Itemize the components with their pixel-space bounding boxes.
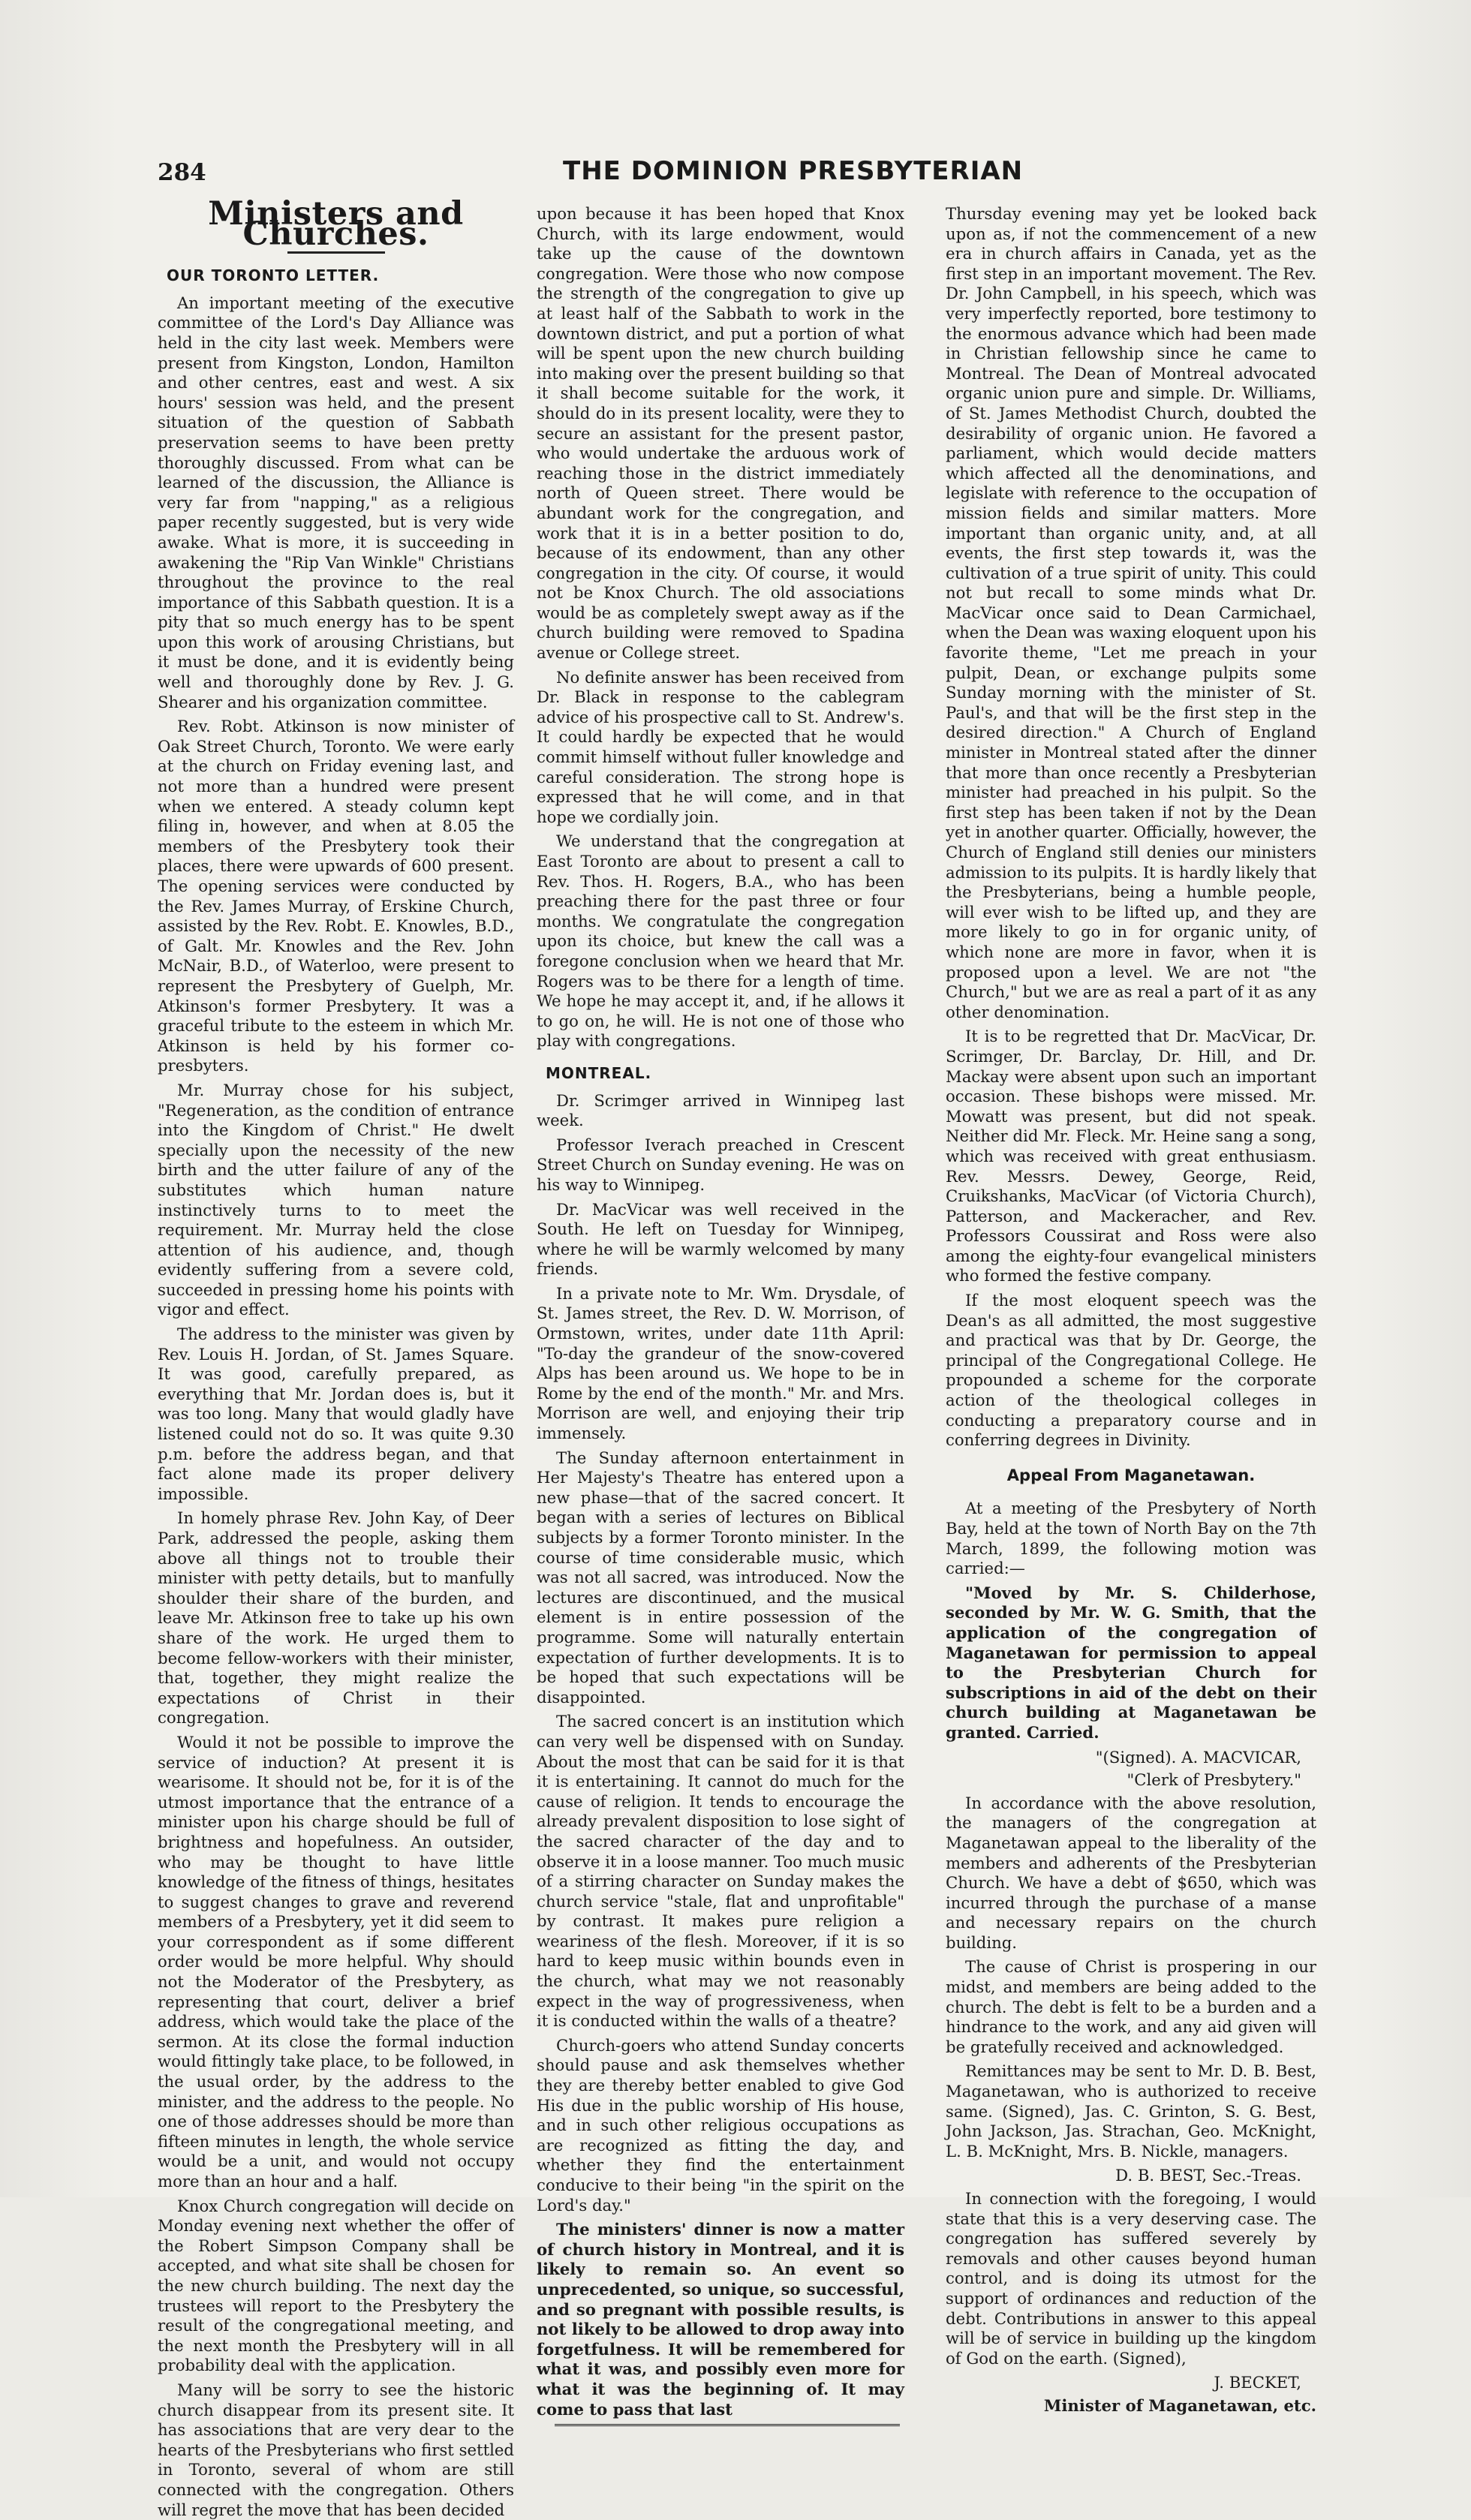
subhead-montreal: MONTREAL. bbox=[546, 1063, 652, 1082]
paragraph: It is to be regretted that Dr. MacVicar, Dr. Scrimger, Dr. Barclay, Dr. Hill, and Dr. Mackay were absent upon such an important occasion. These bishops were missed. Mr. Mowatt was present, but did not speak. Neither did Mr. Fleck. Mr. Heine sang a song, which was received with great enthusiasm. Rev. Messrs. Dewey, George, Reid, Cruikshanks, MacVicar (of Victoria Church), Patterson, and Mackeracher, and Rev. Professors Coussirat and Ross were also among the eighty-four evangelical ministers who formed the festive company. bbox=[946, 1027, 1316, 1286]
paragraph: At a meeting of the Presbytery of North Bay, held at the town of North Bay on the 7th March, 1899, the following motion was carried:— bbox=[946, 1499, 1316, 1578]
paragraph: The address to the minister was given by Rev. Louis H. Jordan, of St. James Square. It was good, carefully prepared, as everything that Mr. Jordan does is, but it was too long. Many that would gladly have listened could not do so. It was quite 9.30 p.m. before the address began, and that fact alone made its proper delivery impossible. bbox=[158, 1325, 514, 1503]
paragraph: In accordance with the above resolution, the managers of the congregation at Maganetawan appeal to the liberality of the members and adherents of the Presbyterian Church. We have a debt of $650, which was incurred through the purchase of a manse and necessary repairs on the church building. bbox=[946, 1793, 1316, 1952]
column-1 bbox=[158, 195, 514, 2519]
paragraph: In homely phrase Rev. John Kay, of Deer Park, addressed the people, asking them above all things not to trouble their minister with petty details, but to manfully shoulder their share of the burden, and leave Mr. Atkinson free to take up his own share of the work. He urged them to become fellow-workers with their minister, that, together, they might realize the expectations of Christ in their congregation. bbox=[158, 1508, 514, 1728]
paragraph: Would it not be possible to improve the service of induction? At present it is wearisome. It should not be, for it is of the utmost importance that the entrance of a minister upon his charge should be full of brightness and hopefulness. An outsider, who may be thought to have little knowledge of the fitness of things, hesitates to suggest changes to grave and reverend members of a Presbytery, yet it did seem to your correspondent as if some different order would be more helpful. Why should not the Moderator of the Presbytery, as representing that court, deliver a brief address, which would take the place of the sermon. At its close the formal induction would fittingly take place, to be followed, in the usual order, by the address to the minister, and the address to the people. No one of those addresses should be more than fifteen minutes in length, the whole service would be a unit, and would not occupy more than an hour and a half. bbox=[158, 1732, 514, 2191]
signature-title-clerk: "Clerk of Presbytery." bbox=[1127, 1770, 1301, 1790]
signature-becket: J. BECKET, bbox=[1214, 2373, 1301, 2392]
end-rule bbox=[555, 2424, 900, 2426]
page-header bbox=[158, 150, 1298, 195]
column-3 bbox=[946, 204, 1317, 2415]
paragraph: If the most eloquent speech was the Dean's as all admitted, the most suggestive and practical was that by Dr. George, the principal of the Congregational College. He propounded a scheme for the corporate action of the theological colleges in conducting a preparatory course and in conferring degrees in Divinity. bbox=[946, 1291, 1316, 1450]
page-number: 284 bbox=[158, 159, 206, 186]
paragraph: Knox Church congregation will decide on Monday evening next whether the offer of the Robert Simpson Company shall be accepted, and what site shall be chosen for the new church building. The next day the trustees will report to the Presbytery the result of the congregational meeting, and the next month the Presbytery will in all probability deal with the application. bbox=[158, 2196, 514, 2375]
column-2 bbox=[537, 204, 904, 2419]
paragraph: Dr. MacVicar was well received in the South. He left on Tuesday for Winnipeg, where he will be warmly welcomed by many friends. bbox=[537, 1199, 904, 1279]
paragraph: Church-goers who attend Sunday concerts should pause and ask themselves whether they are thereby better enabled to give God His due in the public worship of His house, and in such other religious occupations as are recognized as fitting the day, and whether they find the entertainment conducive to their being "in the spirit on the Lord's day." bbox=[537, 2035, 904, 2215]
paragraph: upon because it has been hoped that Knox Church, with its large endowment, would take up the cause of the downtown congregation. Were those who now compose the strength of the congregation to give up at least half of the Sabbath to work in the downtown district, and put a portion of what will be spent upon the new church building into making over the present building so that it shall become suitable for the work, it should do in its present locality, were they to secure an assistant for the present pastor, who would undertake the arduous work of reaching those in the district immediately north of Queen street. There would be abundant work for the congregation, and work that it is in a better position to do, because of its endowment, than any other congregation in the city. Of course, it would not be Knox Church. The old associations would be as completely swept away as if the church building were removed to Spadina avenue or College street. bbox=[537, 204, 904, 663]
paragraph: The cause of Christ is prospering in our midst, and members are being added to the church. The debt is felt to be a burden and a hindrance to the work, and any aid given will be gratefully received and acknowledged. bbox=[946, 1957, 1316, 2056]
subhead-appeal: Appeal From Maganetawan. bbox=[1006, 1466, 1256, 1484]
signature-best: D. B. BEST, Sec.-Treas. bbox=[1115, 2166, 1301, 2185]
paragraph: "Moved by Mr. S. Childerhose, seconded by Mr. W. G. Smith, that the application of the congregation of Maganetawan for permission to appeal to the Presbyterian Church for subscriptions in aid of the debt on their church building at Maganetawan be granted. Carried. bbox=[946, 1583, 1316, 1742]
paragraph: Mr. Murray chose for his subject, "Regeneration, as the condition of entrance into the Kingdom of Christ." He dwelt specially upon the necessity of the new birth and the utter failure of any of the substitutes which human nature instinctively turns to to meet the requirement. Mr. Murray held the close attention of his audience, and, though evidently suffering from a severe cold, succeeded in pressing home his points with vigor and effect. bbox=[158, 1080, 514, 1319]
paragraph: The Sunday afternoon entertainment in Her Majesty's Theatre has entered upon a new phase—that of the sacred concert. It began with a series of lectures on Biblical subjects by a former Toronto minister. In the course of time considerable music, which was not all sacred, was introduced. Now the lectures are discontinued, and the musical element is in entire possession of the programme. Some will naturally entertain expectation of further developments. It is to be hoped that such expectations will be disappointed. bbox=[537, 1448, 904, 1707]
paragraph: We understand that the congregation at East Toronto are about to present a call to Rev. Thos. H. Rogers, B.A., who has been preaching there for the past three or four months. We congratulate the congregation upon its choice, but knew the call was a foregone conclusion when we heard that Mr. Rogers was to be there for a length of time. We hope he may accept it, and, if he allows it to go on, he will. He is not one of those who play with congregations. bbox=[537, 831, 904, 1051]
paragraph: Rev. Robt. Atkinson is now minister of Oak Street Church, Toronto. We were early at the church on Friday evening last, and not more than a hundred were present when we entered. A steady column kept filing in, however, and when at 8.05 the members of the Presbytery took their places, there were upwards of 600 present. The opening services were conducted by the Rev. James Murray, of Erskine Church, assisted by the Rev. Robt. E. Knowles, B.D., of Galt. Mr. Knowles and the Rev. John McNair, B.D., of Waterloo, were present to represent the Presbytery of Guelph, Mr. Atkinson's former Presbytery. It was a graceful tribute to the esteem in which Mr. Atkinson is held by his former co-presbyters. bbox=[158, 717, 514, 1075]
signature-title-minister: Minister of Maganetawan, etc. bbox=[1043, 2395, 1316, 2415]
subhead-toronto-letter: OUR TORONTO LETTER. bbox=[167, 266, 380, 285]
paragraph: The ministers' dinner is now a matter of church history in Montreal, and it is likely to remain so. An event so unprecedented, so unique, so successful, and so pregnant with possible results, is not likely to be allowed to drop away into forgetfulness. It will be remembered for what it was, and possibly even more for what it was the beginning of. It may come to pass that last bbox=[537, 2220, 904, 2419]
newspaper-title: THE DOMINION PRESBYTERIAN bbox=[563, 156, 1024, 186]
paragraph: Thursday evening may yet be looked back upon as, if not the commencement of a new era in church affairs in Canada, yet as the first step in an important movement. The Rev. Dr. John Campbell, in his speech, which was very imperfectly reported, bore testimony to the enormous advance which had been made in Christian fellowship since he came to Montreal. The Dean of Montreal advocated organic union pure and simple. Dr. Williams, of St. James Methodist Church, doubted the desirability of organic union. He favored a parliament, which would decide matters which affected all the denominations, and legislate with reference to the occupation of mission fields and similar matters. More important than organic unity, and, at all events, the first step towards it, was the cultivation of a true spirit of unity. This could not but recall to some minds what Dr. MacVicar once said to Dean Carmichael, when the Dean was waxing eloquent upon his favorite theme, "Let me preach in your pulpit, Dean, or exchange pulpits some Sunday morning with the minister of St. Paul's, and that will be the first step in the desired direction." A Church of England minister in Montreal stated after the dinner that more than once recently a Presbyterian minister had preached in his pulpit. So the first step has been taken if not by the Dean yet in another quarter. Officially, however, the Church of England still denies our ministers admission to its pulpits. It is hardly likely that the Presbyterians, being a humble people, will ever wish to be lifted up, and they are more likely to go in for organic unity, of which none are more in favor, when it is proposed upon a level. We are not "the Church," but we are as real a part of it as any other denomination. bbox=[946, 204, 1317, 1021]
paragraph: An important meeting of the executive committee of the Lord's Day Alliance was held in the city last week. Members were present from Kingston, London, Hamilton and other centres, east and west. A six hours' session was held, and the present situation of the question of Sabbath preservation seems to have been pretty thoroughly discussed. From what can be learned of the discussion, the Alliance is very far from "napping," as a religious paper recently suggested, but is very wide awake. What is more, it is succeeding in awakening the "Rip Van Winkle" Christians throughout the province to the real importance of this Sabbath question. It is a pity that so much energy has to be spent upon this work of arousing Christians, but it must be done, and it is evidently being well and thoroughly done by Rev. J. G. Shearer and his organization committee. bbox=[158, 293, 514, 711]
paragraph: In a private note to Mr. Wm. Drysdale, of St. James street, the Rev. D. W. Morrison, of Ormstown, writes, under date 11th April: "To-day the grandeur of the snow-covered Alps has been around us. We hope to be in Rome by the end of the month." Mr. and Mrs. Morrison are well, and enjoying their trip immensely. bbox=[537, 1283, 904, 1443]
section-heading: Ministers and Churches. bbox=[208, 195, 464, 253]
paragraph: Remittances may be sent to Mr. D. B. Best, Maganetawan, who is authorized to receive same. (Signed), Jas. C. Grinton, S. G. Best, John Jackson, Jas. Strachan, Geo. McKnight, L. B. McKnight, Mrs. B. Nickle, managers. bbox=[946, 2061, 1316, 2161]
paragraph: Dr. Scrimger arrived in Winnipeg last week. bbox=[537, 1090, 904, 1130]
signature-macvicar: "(Signed). A. MACVICAR, bbox=[1095, 1747, 1301, 1767]
paragraph: In connection with the foregoing, I would state that this is a very deserving case. The congregation has suffered severely by removals and other causes beyond human control, and is doing its utmost for the support of ordinances and reduction of the debt. Contributions in answer to this appeal will be of service in building up the kingdom of God on the earth. (Signed), bbox=[946, 2189, 1316, 2368]
paragraph: Professor Iverach preached in Crescent Street Church on Sunday evening. He was on his way to Winnipeg. bbox=[537, 1135, 904, 1194]
paragraph: No definite answer has been received from Dr. Black in response to the cablegram advice of his prospective call to St. Andrew's. It could hardly be expected that he would commit himself without fuller knowledge and careful consideration. The strong hope is expressed that he will come, and in that hope we cordially join. bbox=[537, 667, 904, 826]
paragraph: The sacred concert is an institution which can very well be dispensed with on Sunday. About the most that can be said for it is that it is entertaining. It cannot do much for the cause of religion. It tends to encourage the already prevalent disposition to lose sight of the sacred character of the day and to observe it in a loose manner. Too much music of a stirring character on Sunday makes the church service "stale, flat and unprofitable" by contrast. It makes pure religion a weariness of the flesh. Moreover, if it is so hard to keep music within bounds even in the church, what may we not reasonably expect in the way of progressiveness, when it is conducted within the walls of a theatre? bbox=[537, 1712, 904, 2031]
paragraph: Many will be sorry to see the historic church disappear from its present site. It has associations that are very dear to the hearts of the Presbyterians who first settled in Toronto, several of whom are still connected with the congregation. Others will regret the move that has been decided bbox=[158, 2380, 514, 2519]
